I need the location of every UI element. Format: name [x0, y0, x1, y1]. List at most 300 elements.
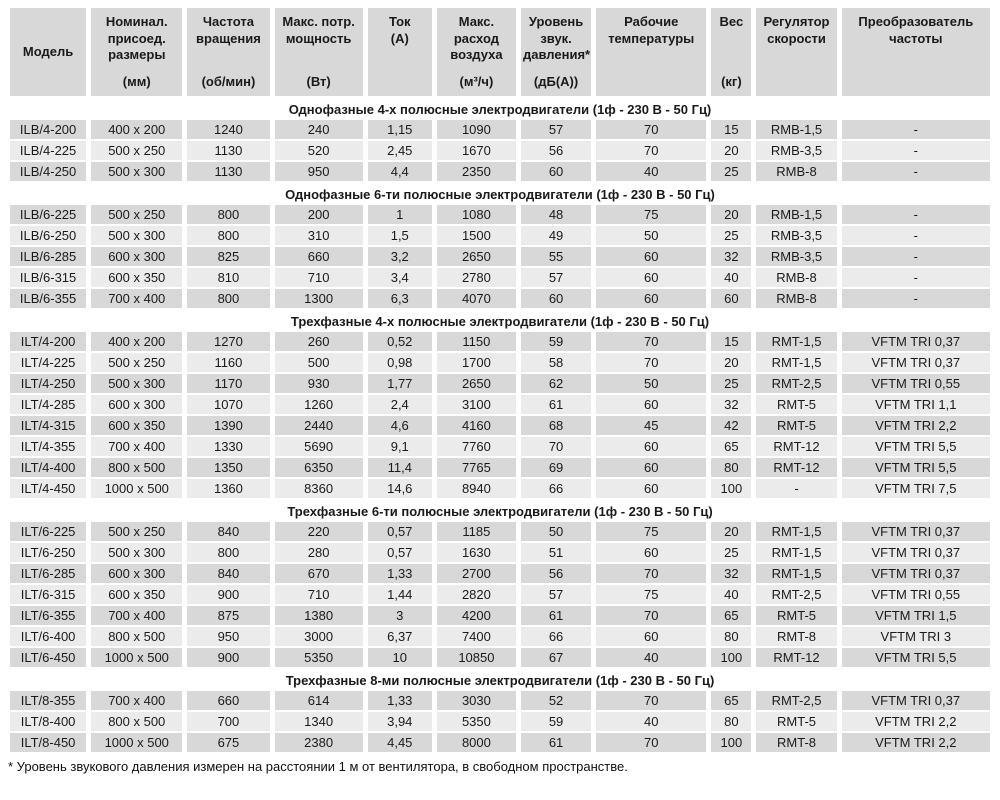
cell: RMT-1,5 [756, 332, 836, 351]
cell: 500 x 250 [91, 353, 182, 372]
cell: 1130 [187, 162, 269, 181]
cell: 810 [187, 268, 269, 287]
column-label: Рабочие температуры [608, 14, 695, 46]
column-unit: (м³/ч) [459, 73, 494, 89]
cell: 500 x 300 [91, 374, 182, 393]
column-label: Модель [22, 43, 74, 59]
cell: 3 [368, 606, 432, 625]
model-cell: ILT/6-225 [10, 522, 86, 541]
model-cell: ILT/4-450 [10, 479, 86, 498]
col-header-temperatures [596, 8, 706, 96]
cell: 500 x 300 [91, 543, 182, 562]
column-unit: (кг) [721, 73, 742, 89]
cell: 2780 [437, 268, 516, 287]
cell: 800 [187, 289, 269, 308]
cell: 200 [275, 205, 363, 224]
cell: 1300 [275, 289, 363, 308]
cell: 15 [711, 120, 751, 139]
cell: 80 [711, 458, 751, 477]
column-label: Уровень звук. давления* [522, 14, 591, 63]
model-cell: ILB/6-315 [10, 268, 86, 287]
cell: 1330 [187, 437, 269, 456]
cell: 70 [596, 353, 706, 372]
cell: 1150 [437, 332, 516, 351]
cell: - [842, 141, 990, 160]
col-header-frequency-converter [842, 8, 990, 96]
cell: RMB-1,5 [756, 120, 836, 139]
cell: 2650 [437, 247, 516, 266]
cell: 68 [521, 416, 591, 435]
table-row [10, 268, 990, 287]
cell: 2350 [437, 162, 516, 181]
model-cell: ILB/4-250 [10, 162, 86, 181]
cell: RMT-2,5 [756, 691, 836, 710]
col-header-speed [187, 8, 269, 96]
cell: 8360 [275, 479, 363, 498]
cell: 65 [711, 437, 751, 456]
section-title-row [10, 310, 990, 330]
section-title: Однофазные 6-ти полюсные электродвигатели (1ф - 230 В - 50 Гц) [10, 183, 990, 203]
cell: 1270 [187, 332, 269, 351]
model-cell: ILT/6-250 [10, 543, 86, 562]
table-row [10, 120, 990, 139]
cell: 57 [521, 268, 591, 287]
cell: 45 [596, 416, 706, 435]
cell: RMT-1,5 [756, 353, 836, 372]
cell: 7400 [437, 627, 516, 646]
cell: 3030 [437, 691, 516, 710]
cell: 8940 [437, 479, 516, 498]
cell: 900 [187, 648, 269, 667]
cell: 1000 x 500 [91, 733, 182, 752]
cell: 280 [275, 543, 363, 562]
cell: 61 [521, 606, 591, 625]
cell: 25 [711, 162, 751, 181]
section-title: Трехфазные 8-ми полюсные электродвигатели (1ф - 230 В - 50 Гц) [10, 669, 990, 689]
table-row [10, 205, 990, 224]
model-cell: ILT/4-355 [10, 437, 86, 456]
cell: RMT-1,5 [756, 522, 836, 541]
cell: 70 [596, 141, 706, 160]
cell: 1350 [187, 458, 269, 477]
cell: 0,98 [368, 353, 432, 372]
column-unit: (об/мин) [201, 73, 256, 89]
col-header-model [10, 8, 86, 96]
cell: 4200 [437, 606, 516, 625]
cell: 930 [275, 374, 363, 393]
col-header-power [275, 8, 363, 96]
cell: 800 [187, 543, 269, 562]
cell: 60 [596, 247, 706, 266]
cell: 3100 [437, 395, 516, 414]
cell: 4160 [437, 416, 516, 435]
cell: 1260 [275, 395, 363, 414]
cell: 500 x 250 [91, 522, 182, 541]
cell: 600 x 350 [91, 416, 182, 435]
cell: - [842, 226, 990, 245]
table-row [10, 395, 990, 414]
cell: 4,4 [368, 162, 432, 181]
cell: 51 [521, 543, 591, 562]
cell: 10 [368, 648, 432, 667]
table-row [10, 543, 990, 562]
cell: RMT-8 [756, 627, 836, 646]
cell: VFTM TRI 5,5 [842, 648, 990, 667]
table-row [10, 733, 990, 752]
cell: 32 [711, 564, 751, 583]
cell: 60 [596, 268, 706, 287]
cell: 1160 [187, 353, 269, 372]
column-unit: (А) [390, 30, 409, 46]
cell: 600 x 300 [91, 564, 182, 583]
cell: 600 x 300 [91, 395, 182, 414]
column-unit: (дБ(А)) [533, 73, 579, 89]
cell: 1,15 [368, 120, 432, 139]
cell: 1670 [437, 141, 516, 160]
model-cell: ILT/6-355 [10, 606, 86, 625]
cell: 1000 x 500 [91, 648, 182, 667]
model-cell: ILB/6-225 [10, 205, 86, 224]
model-cell: ILB/6-250 [10, 226, 86, 245]
cell: 710 [275, 585, 363, 604]
cell: 1,5 [368, 226, 432, 245]
cell: 3000 [275, 627, 363, 646]
cell: VFTM TRI 0,37 [842, 353, 990, 372]
cell: 32 [711, 247, 751, 266]
cell: 75 [596, 522, 706, 541]
cell: 60 [596, 395, 706, 414]
cell: 7760 [437, 437, 516, 456]
cell: 5690 [275, 437, 363, 456]
column-label: Регулятор скорости [763, 14, 830, 46]
cell: RMB-8 [756, 268, 836, 287]
cell: 7765 [437, 458, 516, 477]
cell: 3,2 [368, 247, 432, 266]
cell: 2650 [437, 374, 516, 393]
cell: VFTM TRI 7,5 [842, 479, 990, 498]
cell: 310 [275, 226, 363, 245]
cell: 66 [521, 627, 591, 646]
model-cell: ILT/8-400 [10, 712, 86, 731]
cell: RMT-2,5 [756, 374, 836, 393]
column-unit: (Вт) [306, 73, 331, 89]
cell: 1,33 [368, 564, 432, 583]
cell: RMB-3,5 [756, 247, 836, 266]
cell: 70 [596, 733, 706, 752]
cell: 1070 [187, 395, 269, 414]
cell: 40 [711, 268, 751, 287]
column-label: Преобразователь частоты [858, 14, 974, 46]
col-header-sound-level [521, 8, 591, 96]
model-cell: ILT/4-315 [10, 416, 86, 435]
cell: 70 [521, 437, 591, 456]
cell: 2820 [437, 585, 516, 604]
section-title-row [10, 98, 990, 118]
cell: RMT-12 [756, 458, 836, 477]
cell: 710 [275, 268, 363, 287]
col-header-weight [711, 8, 751, 96]
cell: 59 [521, 712, 591, 731]
model-cell: ILT/6-400 [10, 627, 86, 646]
cell: 60 [596, 627, 706, 646]
cell: 40 [596, 162, 706, 181]
section-title: Трехфазные 6-ти полюсные электродвигатели (1ф - 230 В - 50 Гц) [10, 500, 990, 520]
cell: 60 [521, 289, 591, 308]
cell: 2440 [275, 416, 363, 435]
cell: 500 x 250 [91, 205, 182, 224]
cell: 100 [711, 648, 751, 667]
cell: 57 [521, 585, 591, 604]
cell: 69 [521, 458, 591, 477]
cell: 32 [711, 395, 751, 414]
cell: 100 [711, 733, 751, 752]
cell: 1 [368, 205, 432, 224]
cell: 800 x 500 [91, 712, 182, 731]
cell: 14,6 [368, 479, 432, 498]
model-cell: ILT/6-315 [10, 585, 86, 604]
cell: 20 [711, 205, 751, 224]
cell: 65 [711, 606, 751, 625]
cell: 1,77 [368, 374, 432, 393]
cell: 9,1 [368, 437, 432, 456]
cell: 3,94 [368, 712, 432, 731]
cell: 48 [521, 205, 591, 224]
footnote: * Уровень звукового давления измерен на расстоянии 1 м от вентилятора, в свободном пространстве. [8, 759, 628, 774]
cell: - [842, 120, 990, 139]
cell: 80 [711, 627, 751, 646]
cell: 600 x 350 [91, 268, 182, 287]
cell: VFTM TRI 3 [842, 627, 990, 646]
cell: 1380 [275, 606, 363, 625]
cell: 56 [521, 564, 591, 583]
spec-table [5, 6, 995, 754]
cell: - [842, 289, 990, 308]
section-title-row [10, 669, 990, 689]
cell: 700 [187, 712, 269, 731]
model-cell: ILT/4-200 [10, 332, 86, 351]
section-title: Трехфазные 4-х полюсные электродвигатели (1ф - 230 В - 50 Гц) [10, 310, 990, 330]
model-cell: ILT/6-285 [10, 564, 86, 583]
cell: 1390 [187, 416, 269, 435]
cell: VFTM TRI 0,55 [842, 374, 990, 393]
cell: VFTM TRI 5,5 [842, 437, 990, 456]
cell: VFTM TRI 2,2 [842, 416, 990, 435]
cell: 5350 [275, 648, 363, 667]
cell: 55 [521, 247, 591, 266]
column-label: Макс. потр. мощность [282, 14, 355, 46]
table-row [10, 564, 990, 583]
section-title: Однофазные 4-х полюсные электродвигатели (1ф - 230 В - 50 Гц) [10, 98, 990, 118]
cell: 20 [711, 141, 751, 160]
table-row [10, 627, 990, 646]
cell: RMT-8 [756, 733, 836, 752]
table-row [10, 289, 990, 308]
cell: 1080 [437, 205, 516, 224]
cell: 700 x 400 [91, 437, 182, 456]
cell: VFTM TRI 1,5 [842, 606, 990, 625]
cell: 950 [275, 162, 363, 181]
cell: RMT-12 [756, 437, 836, 456]
cell: 400 x 200 [91, 332, 182, 351]
table-row [10, 141, 990, 160]
cell: 825 [187, 247, 269, 266]
table-row [10, 522, 990, 541]
column-unit: (мм) [122, 73, 151, 89]
cell: 840 [187, 522, 269, 541]
cell: - [842, 268, 990, 287]
column-label: Вес [719, 14, 744, 29]
cell: 61 [521, 733, 591, 752]
table-row [10, 479, 990, 498]
cell: 75 [596, 205, 706, 224]
cell: VFTM TRI 1,1 [842, 395, 990, 414]
table-row [10, 416, 990, 435]
table-row [10, 247, 990, 266]
cell: VFTM TRI 0,37 [842, 691, 990, 710]
cell: 600 x 300 [91, 247, 182, 266]
table-row [10, 332, 990, 351]
table-body [10, 98, 990, 752]
cell: 1500 [437, 226, 516, 245]
header-row [10, 8, 990, 96]
cell: 59 [521, 332, 591, 351]
model-cell: ILT/8-355 [10, 691, 86, 710]
cell: 800 x 500 [91, 458, 182, 477]
cell: 100 [711, 479, 751, 498]
cell: 1185 [437, 522, 516, 541]
cell: 40 [596, 712, 706, 731]
cell: 6,3 [368, 289, 432, 308]
column-label: Макс. расход воздуха [450, 14, 503, 63]
cell: RMT-1,5 [756, 564, 836, 583]
cell: 0,57 [368, 522, 432, 541]
cell: 60 [596, 543, 706, 562]
cell: 40 [596, 648, 706, 667]
cell: 500 x 250 [91, 141, 182, 160]
col-header-dimensions [91, 8, 182, 96]
column-label: Ток [388, 14, 411, 29]
cell: 260 [275, 332, 363, 351]
cell: RMB-3,5 [756, 141, 836, 160]
cell: VFTM TRI 5,5 [842, 458, 990, 477]
cell: RMB-8 [756, 289, 836, 308]
cell: 1340 [275, 712, 363, 731]
table-row [10, 226, 990, 245]
cell: 50 [596, 374, 706, 393]
cell: RMT-5 [756, 416, 836, 435]
cell: VFTM TRI 2,2 [842, 733, 990, 752]
cell: 1170 [187, 374, 269, 393]
cell: - [842, 205, 990, 224]
model-cell: ILT/4-250 [10, 374, 86, 393]
cell: RMT-5 [756, 606, 836, 625]
cell: 42 [711, 416, 751, 435]
table-row [10, 691, 990, 710]
cell: 67 [521, 648, 591, 667]
cell: 4070 [437, 289, 516, 308]
cell: 70 [596, 564, 706, 583]
cell: 0,57 [368, 543, 432, 562]
cell: 700 x 400 [91, 289, 182, 308]
cell: 660 [187, 691, 269, 710]
cell: 8000 [437, 733, 516, 752]
table-row [10, 606, 990, 625]
cell: 25 [711, 226, 751, 245]
cell: 50 [596, 226, 706, 245]
cell: 60 [596, 479, 706, 498]
cell: 75 [596, 585, 706, 604]
cell: 65 [711, 691, 751, 710]
table-row [10, 458, 990, 477]
cell: 52 [521, 691, 591, 710]
cell: 70 [596, 120, 706, 139]
cell: 900 [187, 585, 269, 604]
table-row [10, 437, 990, 456]
model-cell: ILB/6-355 [10, 289, 86, 308]
cell: 675 [187, 733, 269, 752]
table-row [10, 648, 990, 667]
cell: RMB-8 [756, 162, 836, 181]
cell: 800 [187, 205, 269, 224]
model-cell: ILT/6-450 [10, 648, 86, 667]
cell: 25 [711, 374, 751, 393]
cell: 670 [275, 564, 363, 583]
cell: 70 [596, 691, 706, 710]
cell: - [842, 162, 990, 181]
table-row [10, 712, 990, 731]
cell: 58 [521, 353, 591, 372]
table-row [10, 374, 990, 393]
model-cell: ILT/4-285 [10, 395, 86, 414]
cell: 950 [187, 627, 269, 646]
column-label: Частота вращения [196, 14, 261, 46]
cell: VFTM TRI 0,55 [842, 585, 990, 604]
cell: 220 [275, 522, 363, 541]
cell: 700 x 400 [91, 606, 182, 625]
cell: 500 x 300 [91, 162, 182, 181]
cell: 6350 [275, 458, 363, 477]
model-cell: ILT/4-225 [10, 353, 86, 372]
col-header-airflow [437, 8, 516, 96]
cell: 20 [711, 353, 751, 372]
cell: VFTM TRI 0,37 [842, 332, 990, 351]
cell: VFTM TRI 0,37 [842, 522, 990, 541]
cell: 700 x 400 [91, 691, 182, 710]
cell: VFTM TRI 0,37 [842, 543, 990, 562]
cell: 1130 [187, 141, 269, 160]
cell: 60 [596, 289, 706, 308]
model-cell: ILB/6-285 [10, 247, 86, 266]
cell: RMT-5 [756, 712, 836, 731]
cell: 400 x 200 [91, 120, 182, 139]
cell: 240 [275, 120, 363, 139]
cell: 2,4 [368, 395, 432, 414]
cell: 62 [521, 374, 591, 393]
cell: 4,45 [368, 733, 432, 752]
cell: 614 [275, 691, 363, 710]
cell: 60 [596, 437, 706, 456]
cell: 0,52 [368, 332, 432, 351]
cell: 25 [711, 543, 751, 562]
cell: 660 [275, 247, 363, 266]
cell: 80 [711, 712, 751, 731]
cell: 600 x 350 [91, 585, 182, 604]
cell: 840 [187, 564, 269, 583]
section-title-row [10, 183, 990, 203]
cell: 60 [596, 458, 706, 477]
cell: 70 [596, 606, 706, 625]
cell: VFTM TRI 2,2 [842, 712, 990, 731]
